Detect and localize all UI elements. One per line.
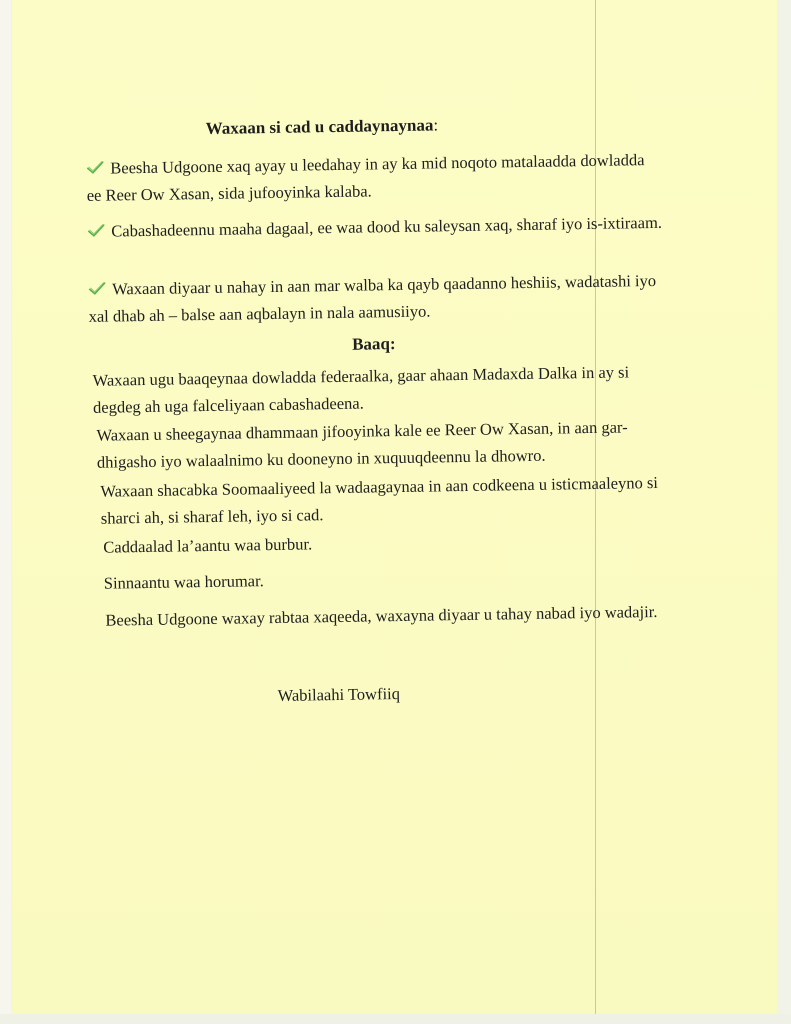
appeal-paragraph-3: Waxaan shacabka Soomaaliyeed la wadaagaynaa in aan codkeena u isticmaaleyno si sharci ah, si sharaf leh, iyo si cad. [100, 472, 659, 528]
appeal-paragraph-2: Waxaan u sheegaynaa dhammaan jifooyinka kale ee Reer Ow Xasan, in aan gar-dhigasho iyo walaalnimo ku dooneyno in xuquuqdeennu la dhowro. [96, 417, 628, 472]
statement-item-3 [88, 267, 664, 330]
statement-heading [205, 111, 438, 142]
check-mark-icon [88, 282, 106, 296]
appeal-heading: Baaq: [351, 334, 396, 354]
statement-text-1: Beesha Udgoone xaq ayay u leedahay in ay ka mid noqoto matalaadda dowladda ee Reer Ow Xasan, sida jufooyinka kalaba. [86, 150, 645, 205]
check-mark-icon [87, 224, 105, 238]
appeal-paragraph-4: Caddaalad la’aantu waa burbur. [103, 534, 313, 557]
appeal-paragraph-1: Waxaan ugu baaqeynaa dowladda federaalka, gaar ahaan Madaxda Dalka in ay si degdeg ah uga falceliyaan cabashadeena. [92, 362, 630, 417]
statement-text-2: Cabashadeennu maaha dagaal, ee waa dood ku saleysan xaq, sharaf iyo is-ixtiraam. [111, 212, 663, 241]
appeal-paragraph-5: Sinnaantu waa horumar. [103, 571, 264, 593]
statement-text-3: Waxaan diyaar u nahay in aan mar walba ka qayb qaadanno heshiis, wadatashi iyo xal dhab ah – balse aan aqbalayn in nala aamusiiyo. [88, 270, 657, 326]
statement-heading-text: Waxaan si cad u caddaynaynaa [205, 115, 434, 139]
appeal-paragraph-6: Beesha Udgoone waxay rabtaa xaqeeda, waxayna diyaar u tahay nabad iyo wadajir. [105, 601, 658, 630]
statement-heading-colon: : [433, 115, 439, 135]
statement-item-2 [87, 209, 662, 245]
statement-item-1 [86, 146, 662, 209]
closing-signoff: Wabilaahi Towfiiq [277, 684, 401, 705]
check-mark-icon [86, 161, 104, 175]
